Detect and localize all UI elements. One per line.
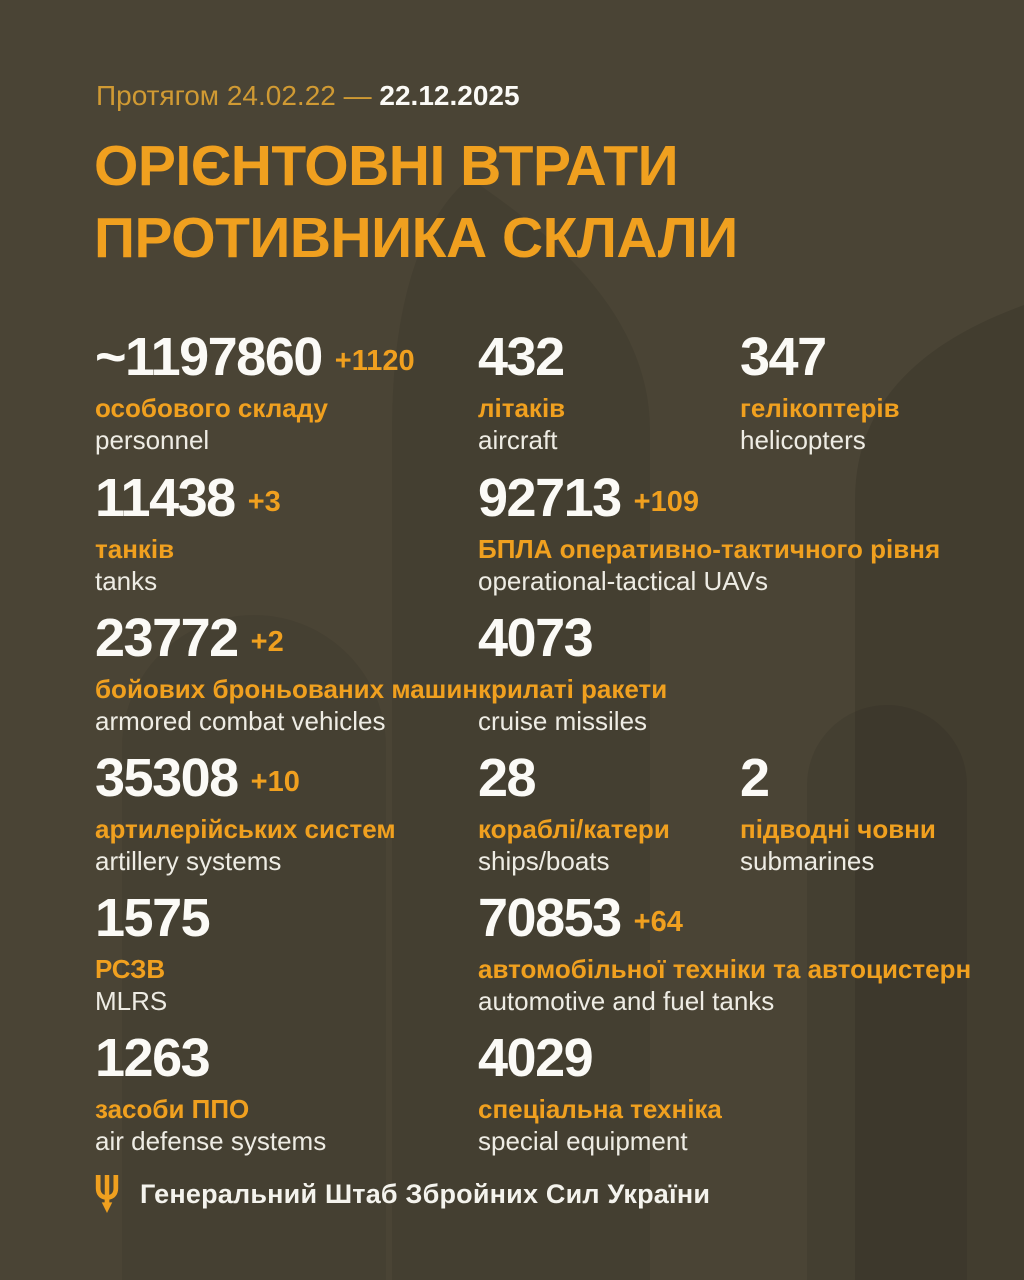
stat-delta: +109 xyxy=(633,486,699,518)
stat-label-ua: особового складу xyxy=(95,393,328,423)
stat-cell xyxy=(478,1028,722,1157)
stat-label-ua: танків xyxy=(95,534,175,564)
stat-label-en: air defense systems xyxy=(95,1125,327,1156)
stat-cell xyxy=(95,327,415,456)
stat-cell xyxy=(478,608,668,737)
stat-cell xyxy=(478,327,566,456)
stat-label-ua: РСЗВ xyxy=(95,954,166,984)
stat-value: 35308 xyxy=(95,748,238,808)
stat-label-ua: спеціальна техніка xyxy=(478,1094,722,1124)
stat-delta: +10 xyxy=(250,766,300,798)
page-title xyxy=(94,130,738,275)
page-title-line1: ОРІЄНТОВНІ ВТРАТИ xyxy=(94,134,679,198)
stat-cell xyxy=(478,468,941,597)
stat-delta: +1120 xyxy=(334,345,415,377)
stat-label-ua: БПЛА оперативно-тактичного рівня xyxy=(478,534,941,564)
stat-label-en: tanks xyxy=(95,565,158,596)
stat-label-ua: автомобільної техніки та автоцистерн xyxy=(478,954,972,984)
stat-cell xyxy=(95,468,281,597)
stat-cell xyxy=(478,888,972,1017)
stat-value: 432 xyxy=(478,327,564,387)
stat-label-ua: кораблі/катери xyxy=(478,814,670,844)
stat-value: 1263 xyxy=(95,1028,210,1088)
stat-value: 11438 xyxy=(95,468,235,528)
stat-label-ua: крилаті ракети xyxy=(478,674,668,704)
stat-value: 4073 xyxy=(478,608,593,668)
stat-cell xyxy=(95,608,479,737)
stat-value: 2 xyxy=(740,748,769,808)
stat-cell xyxy=(478,748,670,877)
stat-label-en: helicopters xyxy=(740,424,866,455)
stat-label-ua: літаків xyxy=(478,393,566,423)
stat-value: 23772 xyxy=(95,608,238,668)
stat-label-en: cruise missiles xyxy=(478,705,648,736)
stat-label-ua: бойових броньованих машин xyxy=(95,674,479,704)
stat-cell xyxy=(740,748,936,877)
footer xyxy=(94,1175,710,1213)
stat-label-ua: засоби ППО xyxy=(95,1094,250,1124)
stat-value: ~1197860 xyxy=(95,327,322,387)
stat-cell xyxy=(95,748,396,877)
stat-label-en: MLRS xyxy=(95,985,168,1016)
stat-label-ua: підводні човни xyxy=(740,814,936,844)
stat-label-en: special equipment xyxy=(478,1125,688,1156)
stat-label-en: artillery systems xyxy=(95,845,282,876)
stat-label-en: aircraft xyxy=(478,424,558,455)
stat-value: 347 xyxy=(740,327,826,387)
stat-delta: +3 xyxy=(247,486,281,518)
stat-label-ua: артилерійських систем xyxy=(95,814,396,844)
stat-cell xyxy=(95,1028,327,1157)
stat-value: 92713 xyxy=(478,468,621,528)
stat-value: 1575 xyxy=(95,888,210,948)
stat-delta: +2 xyxy=(250,626,284,658)
stat-label-en: automotive and fuel tanks xyxy=(478,985,775,1016)
stat-delta: +64 xyxy=(633,906,683,938)
stat-cell xyxy=(740,327,900,456)
stat-label-en: ships/boats xyxy=(478,845,610,876)
stat-label-ua: гелікоптерів xyxy=(740,393,900,423)
stat-label-en: submarines xyxy=(740,845,875,876)
footer-organization: Генеральний Штаб Збройних Сил України xyxy=(140,1178,711,1209)
stat-label-en: armored combat vehicles xyxy=(95,705,386,736)
stat-value: 70853 xyxy=(478,888,621,948)
period-label: Протягом 24.02.22 — xyxy=(96,80,372,111)
trident-icon xyxy=(94,1175,120,1213)
stat-value: 4029 xyxy=(478,1028,593,1088)
report-date: 22.12.2025 xyxy=(379,80,520,111)
page-title-line2: ПРОТИВНИКА СКЛАЛИ xyxy=(94,206,738,271)
report-period xyxy=(96,80,520,112)
stat-value: 28 xyxy=(478,748,536,808)
stat-label-en: personnel xyxy=(95,424,210,455)
stat-cell xyxy=(95,888,210,1017)
stat-label-en: operational-tactical UAVs xyxy=(478,565,768,596)
